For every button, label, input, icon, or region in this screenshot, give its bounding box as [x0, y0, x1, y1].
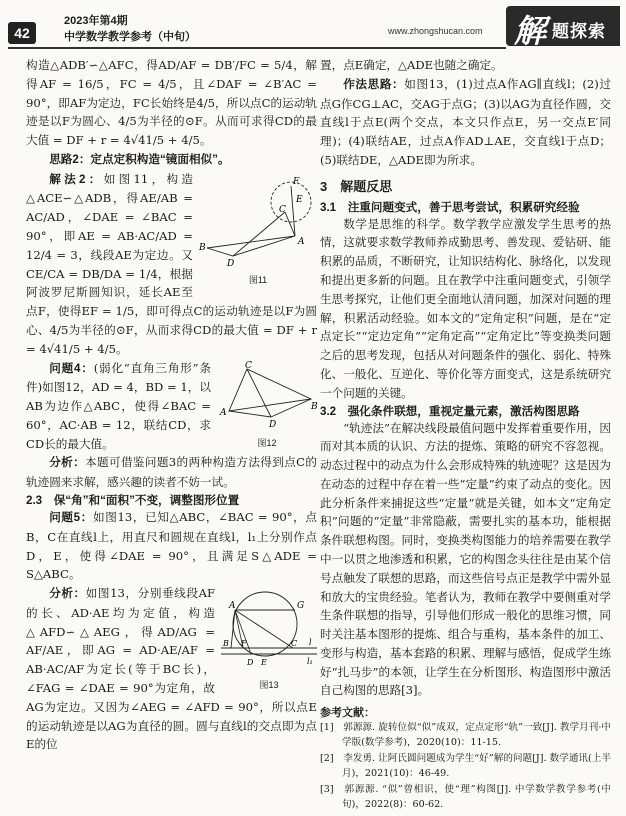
section-3-heading: 3 解题反思: [320, 178, 393, 194]
fig11-label-a: A: [298, 236, 305, 247]
figure-13: [221, 586, 317, 691]
reference-item: [1] 郭源源. 旋转位似“似”成双，定点定形“轨”一致[J]. 教学月刊·中学版(数学参考)，2020(10)：11-15.: [320, 722, 611, 749]
fig13-label-l: l: [309, 638, 312, 648]
paragraph-continuation: 置，点E确定，△ADE也随之确定。: [320, 58, 503, 72]
page-header: [0, 0, 626, 50]
section-tag-big: 解: [514, 12, 547, 50]
question-4-text: (弱化“直角三角形”条件)如图12，AD = 4，BD = 1，以AB为边作△ABC，使得∠BAC = 60°，AC·AB = 12，联结CD，求CD长的最大值。: [26, 360, 211, 451]
question-4-label: 问题4：: [49, 361, 94, 375]
analysis-2-text: 如图13，分别垂线段AF的长、AD·AE均为定值，构造△AFD∽△AEG，得AD/AG = AF/AE，即AG = AD·AE/AF = AB·AC/AF为定长(等于BC长)，∠FAG = ∠DAE = 90°为定角，故AG为定边。又因为∠AEG = ∠AFD = 90°，所以点E的运动轨迹是以AG为直径的圆。圆与直线l的交点即为点E的位: [26, 586, 317, 752]
method-2-text: 如图11，构造△ACE∽△ADB，得AE/AB = AC/AD，∠DAE = ∠BAC = 90°，即AE = AB·AC/AD = 12/4 = 3，线段AE为定边。又CE/CA = DB/DA = 1/4，根据阿波罗尼斯圆知识，延长AE至点F，使得EF = 1/5，即可得点C的运动轨迹是以F为圆心、4/5为半径的⊙F，从而求得CD的最大值 = DF + r = 4√41/5 + 4/5。: [26, 171, 317, 356]
fig12-line-ad: [229, 411, 271, 417]
construction-method: [320, 75, 611, 170]
section-3-2-heading: 3.2 强化条件联想，重视定量元素，激活构图思路: [320, 404, 580, 418]
fig13-label-g: G: [297, 601, 305, 612]
header-rule: [8, 47, 506, 49]
section-tag: [506, 6, 620, 50]
section-2-3-heading: 2.3 保“角”和“面积”不变，调整图形位置: [26, 493, 240, 507]
fig11-line-dc: [233, 212, 285, 256]
figure-11-drawing: [199, 172, 317, 268]
journal-url[interactable]: www.zhongshucan.com: [388, 26, 483, 36]
construction-method-text: 如图13，(1)过点A作AG∥直线l；(2)过点G作CG⊥AC，交AG于点G；(3)以AG为直径作圆，交直线l于点E(两个交点，本文只作点E，另一交点E′同理)；(4)联结AE，过点A作AD⊥AE，交直线l于点D；(5)联结DE，△ADE即为所求。: [320, 76, 611, 167]
fig11-label-b: B: [199, 242, 206, 253]
figure-11-caption: 图11: [248, 275, 268, 286]
section-3-2-paragraph: “轨迹法”在解决线段最值问题中发挥着重要作用，因而对其本质的认识、方法的提炼、策略的研究不容忽视。动态过程中的动点为什么会形成特殊的轨迹呢？这是因为在动态的过程中存在着一些“定量”约束了动点的变化。因此分析条件来捕捉这些“定量”就是关键，如本文“定角定积”问题的“定量”非常隐蔽，需要扎实的基本功，能根据条件联想构图。同时，变换类构图能力的培养需要在教学中一以贯之地渗透和积累，它的构图念头往往是由某个信号点触发了联想的思路，而这些信号点正是教学中需外显和放大的宝贵经验。笔者认为，教师在教学中要侧重对学生条件联想的指导，引导他们形成一般化的思维习惯，同时关注基本图形的提炼、组合与重构，基本条件的加工、变形与构造，基本套路的积累、理解与感悟，促成学生练好“扎马步”的本领，让学生在分析图形、构造图形中激活自己构图的思路[3]。: [320, 420, 611, 698]
fig12-line-dc: [247, 369, 271, 417]
reference-item: [3] 郭源源. “似”曾相识，使“理”构图[J]. 中学数学教学参考(中旬)，2022(8)：60-62.: [320, 783, 611, 810]
idea-2-heading: [26, 150, 317, 170]
figure-11: [199, 172, 317, 287]
section-3-1-heading: 3.1 注重问题变式，善于思考尝试，积累研究经验: [320, 200, 580, 214]
figure-12-drawing: [217, 361, 317, 431]
question-5-text: 如图13，已知△ABC，∠BAC = 90°，点B，C在直线l上，用直尺和圆规在直线l，l₁上分别作点D，E，使得∠DAE = 90°，且满足S△ADE = S△ABC。: [26, 509, 318, 582]
fig13-label-b: B: [223, 639, 229, 649]
question-5-label: 问题5：: [49, 510, 94, 524]
construction-method-label: 作法思路：: [343, 77, 405, 91]
figure-13-drawing: [221, 586, 317, 672]
fig11-triangle: [207, 236, 295, 256]
section-tag-small: 题探索: [552, 22, 606, 42]
figure-12: [217, 361, 317, 450]
figure-12-caption: 图12: [257, 438, 277, 449]
reference-item: [2] 李发勇. 让阿氏圆问题成为学生“好”解的问题[J]. 数学通讯(上半月)，2021(10)：46-49.: [320, 752, 611, 779]
fig12-label-c: C: [245, 360, 252, 371]
analysis-1-text: 本题可借鉴问题3的两种构造方法得到点C的轨迹圆来求解，感兴趣的读者不妨一试。: [26, 455, 317, 490]
question-5: [26, 508, 317, 584]
method-2-label: 解法2：: [49, 172, 104, 186]
fig13-label-e: E: [261, 658, 267, 668]
fig13-label-f: F: [241, 639, 247, 649]
journal-name: 中学数学教学参考（中旬）: [64, 31, 196, 43]
section-3-1-paragraph: 数学是思维的科学。数学教学应激发学生思考的热情，这就要求数学教师养成勤思考、善发现、爱钻研、能积累的品质，不断研究，让知识结构化、脉络化，以发现和提出更多新的问题。且在教学中注重问题变式，引领学生思考探究，让他们更全面地认清问题，加深对问题的理解，积累活动经验。如本文的“定角定积”问题，是在“定点定长”“定边定角”“定角定高”“定角定比”等变换类问题之后的思考发现，包括从对问题条件的强化、弱化、特殊化、一般化、互逆化、等价化等方面变式，这是系统研究一个问题的关键。: [320, 216, 611, 400]
page-number: 42: [8, 22, 36, 44]
issue-label: 2023年第4期: [64, 15, 128, 27]
references-title: 参考文献：: [320, 707, 375, 720]
analysis-1: [26, 453, 317, 492]
analysis-1-label: 分析：: [49, 456, 86, 470]
fig12-label-b: B: [311, 401, 317, 412]
fig13-label-d: D: [247, 658, 254, 668]
right-column: [320, 56, 611, 813]
left-column: [26, 56, 317, 754]
fig11-label-e: E: [296, 194, 303, 205]
figure-13-caption: 图13: [259, 679, 279, 690]
fig12-label-d: D: [269, 419, 277, 430]
fig13-label-a: A: [229, 601, 236, 612]
fig13-label-c: C: [291, 639, 298, 649]
analysis-2-label: 分析：: [49, 587, 86, 601]
idea-2-text: 思路2：定点定积构造“镜面相似”。: [49, 152, 230, 166]
fig11-label-c: C: [279, 204, 286, 215]
fig13-label-l1: l₁: [307, 657, 313, 667]
fig12-label-a: A: [220, 407, 227, 418]
fig11-label-f: F: [293, 176, 300, 187]
paragraph-fc-result: 构造△ADB′∽△AFC，得AD/AF = DB′/FC = 5/4，解得AF = 16/5，FC = 4/5，且∠DAF = ∠B′AC = 90°，即AF为定边，FC长始终是4/5，所以点C的运动轨迹是以F为圆心、4/5为半径的⊙F。从而可求得CD的最大值 = DF + r = 4√41/5 + 4/5。: [26, 58, 317, 148]
fig11-label-d: D: [227, 258, 235, 268]
